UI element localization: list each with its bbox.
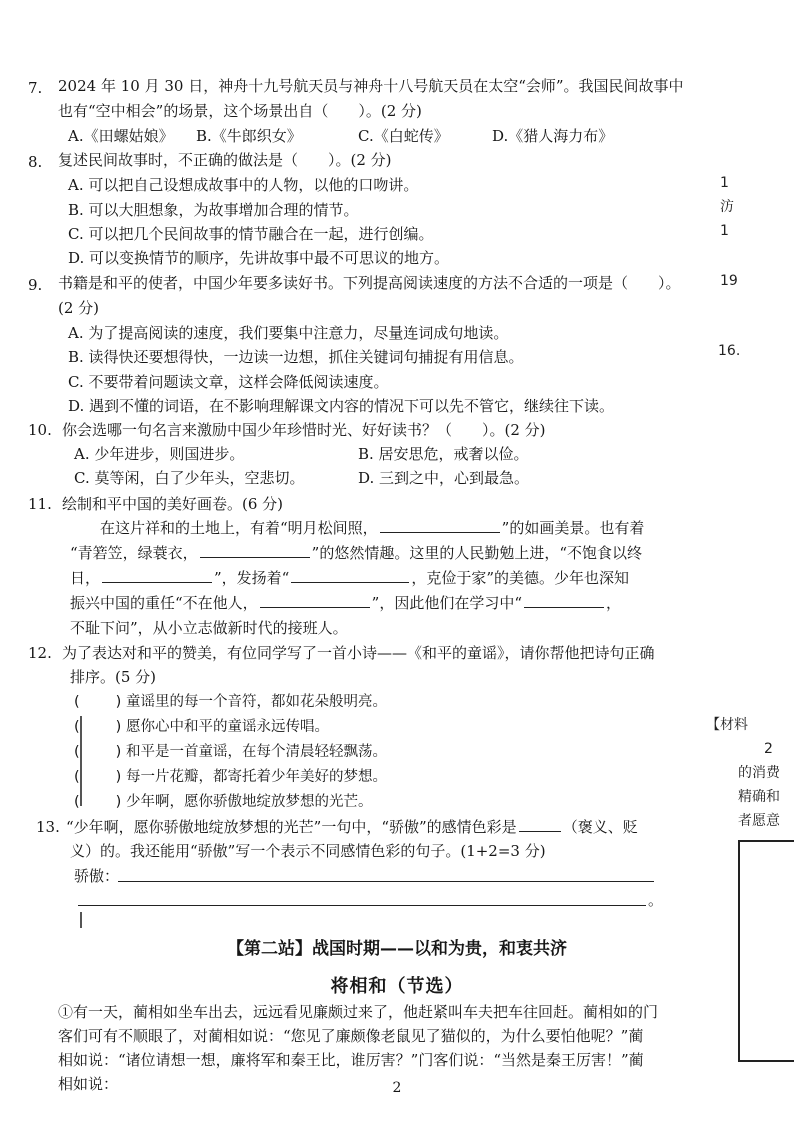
q11-blank-6[interactable] bbox=[524, 593, 604, 608]
q7-stem-line1: 2024 年 10 月 30 日，神舟十九号航天员与神舟十八号航天员在太空“会师”。我国民间故事中 bbox=[58, 77, 684, 95]
q8-option-b[interactable]: B. 可以大胆想象，为故事增加合理的情节。 bbox=[68, 201, 359, 219]
page-number: 2 bbox=[392, 1080, 402, 1096]
article-title: 将相和（节选） bbox=[330, 976, 464, 997]
q8-option-a[interactable]: A. 可以把自己设想成故事中的人物，以他的口吻讲。 bbox=[68, 176, 419, 194]
q11-para-line2: “青箬笠，绿蓑衣， ”的悠然情趣。这里的人民勤勉上进，“不饱食以终 bbox=[70, 544, 643, 562]
scan-mark-2 bbox=[80, 912, 82, 928]
q10-option-b[interactable]: B. 居安思危，戒奢以俭。 bbox=[358, 445, 529, 463]
q8-stem: 复述民间故事时，不正确的做法是（ ）。(2 分) bbox=[58, 151, 392, 169]
q11-number: 11. bbox=[28, 495, 52, 513]
q7-stem-line2: 也有“空中相会”的场景，这个场景出自（ ）。(2 分) bbox=[58, 102, 422, 120]
q11-blank-2[interactable] bbox=[200, 543, 310, 558]
margin-fragment: 1 bbox=[720, 223, 729, 239]
q11-para-line4: 振兴中国的重任“不在他人， ”，因此他们在学习中“ ， bbox=[70, 594, 622, 612]
q13-line1: “少年啊，愿你骄傲地绽放梦想的光芒”一句中，“骄傲”的感情色彩是 （褒义、贬 bbox=[66, 818, 638, 836]
q9-option-d[interactable]: D. 遇到不懂的词语，在不影响理解课文内容的情况下可以先不管它，继续往下读。 bbox=[68, 397, 615, 415]
q9-option-b[interactable]: B. 读得快还要想得快，一边读一边想，抓住关键词句捕捉有用信息。 bbox=[68, 348, 524, 366]
q12-number: 12. bbox=[28, 644, 52, 662]
q9-option-c[interactable]: C. 不要带着问题读文章，这样会降低阅读速度。 bbox=[68, 373, 389, 391]
q12-line-3: ( ) 和平是一首童谣，在每个清晨轻轻飘荡。 bbox=[74, 744, 387, 760]
margin-fragment: 2 bbox=[764, 741, 773, 757]
q11-para-line5: 不耻下问”，从小立志做新时代的接班人。 bbox=[70, 619, 348, 637]
q9-stem: 书籍是和平的使者，中国少年要多读好书。下列提高阅读速度的方法不合适的一项是（ ）。 bbox=[58, 274, 681, 292]
q12-stem-line2: 排序。(5 分) bbox=[70, 668, 157, 686]
q13-answer-line-1[interactable] bbox=[118, 880, 654, 882]
q12-line-5: ( ) 少年啊，愿你骄傲地绽放梦想的光芒。 bbox=[74, 794, 373, 810]
q10-option-c[interactable]: C. 莫等闲，白了少年头，空悲切。 bbox=[74, 469, 305, 487]
q11-para-line1: 在这片祥和的土地上，有着“明月松间照， ”的如画美景。也有着 bbox=[100, 519, 645, 537]
q9-number: 9. bbox=[28, 276, 43, 294]
q7-number: 7. bbox=[28, 79, 43, 97]
q9-score: (2 分) bbox=[58, 299, 100, 317]
q7-option-d[interactable]: D.《猎人海力布》 bbox=[492, 127, 614, 145]
section-title: 【第二站】战国时期——以和为贵，和衷共济 bbox=[227, 939, 567, 959]
q13-number: 13. bbox=[36, 818, 60, 836]
q7-option-a[interactable]: A.《田螺姑娘》 bbox=[68, 127, 174, 145]
q12-stem-line1: 为了表达对和平的赞美，有位同学写了一首小诗——《和平的童谣》，请你帮他把诗句正确 bbox=[62, 644, 655, 662]
q12-line-4: ( ) 每一片花瓣，都寄托着少年美好的梦想。 bbox=[74, 769, 387, 785]
q11-stem: 绘制和平中国的美好画卷。(6 分) bbox=[62, 495, 284, 513]
q8-option-d[interactable]: D. 可以变换情节的顺序，先讲故事中最不可思议的地方。 bbox=[68, 249, 450, 267]
q13-blank-color[interactable] bbox=[519, 817, 561, 832]
margin-fragment: 精确和 bbox=[738, 789, 780, 805]
q11-blank-4[interactable] bbox=[291, 568, 409, 583]
q13-answer-line-2[interactable] bbox=[78, 904, 646, 906]
q10-option-a[interactable]: A. 少年进步，则国进步。 bbox=[74, 445, 245, 463]
margin-box bbox=[738, 840, 794, 1062]
margin-fragment: 汸 bbox=[720, 199, 734, 215]
q10-option-d[interactable]: D. 三到之中，心到最急。 bbox=[358, 469, 530, 487]
margin-fragment: 者愿意 bbox=[738, 813, 780, 829]
q13-line2: 义）的。我还能用“骄傲”写一个表示不同感情色彩的句子。(1+2=3 分) bbox=[70, 842, 546, 860]
q7-option-c[interactable]: C.《白蛇传》 bbox=[358, 127, 449, 145]
q11-para-line3: 日， ”，发扬着“ ，克俭于家”的美德。少年也深知 bbox=[70, 569, 630, 587]
margin-fragment: 19 bbox=[720, 273, 738, 289]
q10-number: 10. bbox=[28, 421, 52, 439]
q12-line-1: ( ) 童谣里的每一个音符，都如花朵般明亮。 bbox=[74, 694, 387, 710]
q8-number: 8. bbox=[28, 153, 43, 171]
q12-line-2: ( ) 愿你心中和平的童谣永远传唱。 bbox=[74, 719, 329, 735]
q11-blank-1[interactable] bbox=[380, 518, 500, 533]
margin-fragment: 16. bbox=[718, 343, 741, 359]
q8-option-c[interactable]: C. 可以把几个民间故事的情节融合在一起，进行创编。 bbox=[68, 225, 434, 243]
q11-blank-5[interactable] bbox=[260, 593, 370, 608]
q13-answer-label: 骄傲： bbox=[74, 867, 120, 885]
scan-mark bbox=[80, 716, 82, 806]
article-paragraph-1: ①有一天，蔺相如坐车出去，远远看见廉颇过来了，他赶紧叫车夫把车往回赶。蔺相如的门客们可有不顺眼了，对蔺相如说：“您见了廉颇像老鼠见了猫似的，为什么要怕他呢？”蔺相如说：“诸位请想一想，廉将军和秦王比，谁厉害？”门客们说：“当然是秦王厉害！”蔺相如说： bbox=[58, 1003, 659, 1093]
q9-option-a[interactable]: A. 为了提高阅读的速度，我们要集中注意力，尽量连词成句地读。 bbox=[68, 324, 509, 342]
q13-end-mark: 。 bbox=[648, 891, 664, 909]
margin-fragment: 1 bbox=[720, 175, 729, 191]
margin-fragment: 【材料 bbox=[706, 717, 748, 733]
q11-blank-3[interactable] bbox=[102, 568, 212, 583]
margin-fragment: 的消费 bbox=[738, 765, 780, 781]
q7-option-b[interactable]: B.《牛郎织女》 bbox=[196, 127, 302, 145]
q10-stem: 你会选哪一句名言来激励中国少年珍惜时光、好好读书？（ ）。(2 分) bbox=[62, 421, 546, 439]
